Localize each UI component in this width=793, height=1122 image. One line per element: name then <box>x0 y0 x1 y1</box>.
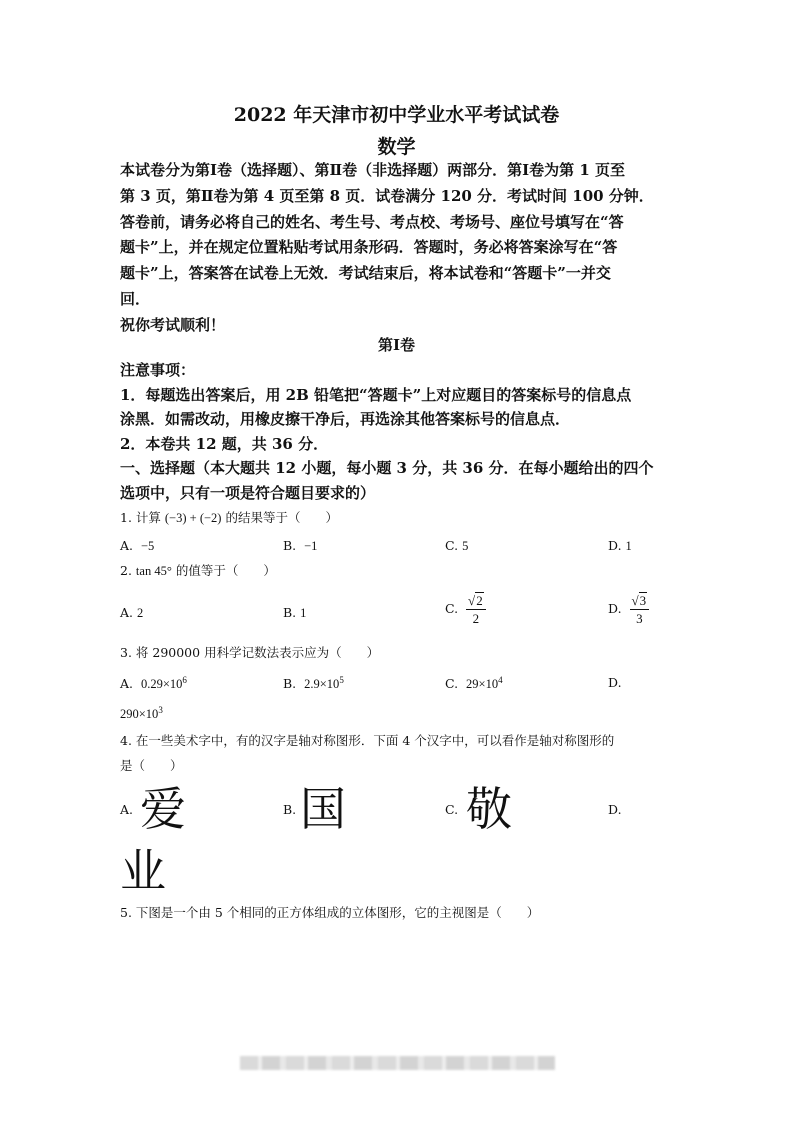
q1-option-c: C. 5 <box>445 538 469 553</box>
q2-option-c: C. $\frac{√2}{2}$ <box>445 592 486 627</box>
instruction-line: 题卡”上，答案答在试卷上无效．考试结束后，将本试卷和“答题卡”一并交 <box>120 264 611 283</box>
question-2-prefix: 2. <box>120 563 132 578</box>
q4-option-a-char: 爱 <box>140 782 186 836</box>
q4-option-d-char: 业 <box>120 844 166 898</box>
q2-option-d: D. $\frac{√3}{3}$ <box>608 592 649 627</box>
question-2-stem <box>120 563 276 579</box>
question-4-stem-cont: 是（ ） <box>120 758 183 773</box>
instruction-line: 第 3 页，第Ⅱ卷为第 4 页至第 8 页．试卷满分 120 分．考试时间 100 分钟． <box>120 186 654 205</box>
q1-option-a: A. −5 <box>120 538 155 553</box>
q4-option-d-label: D. <box>608 802 622 817</box>
q3-option-d-value: $290\times 10^3$ <box>120 705 163 722</box>
exam-title: 2022 年天津市初中学业水平考试试卷 <box>233 104 560 126</box>
blurred-footer-watermark <box>240 1056 555 1070</box>
question-1-expression: (−3) + (−2) <box>164 511 222 525</box>
q3-option-b: B. $2.9\times 10^5$ <box>283 675 344 692</box>
section-one-heading-cont: 选项中，只有一项是符合题目要求的） <box>120 483 376 502</box>
q3-option-d-label: D. <box>608 675 622 690</box>
q4-option-a-label: A. <box>120 802 134 817</box>
q1-option-d: D. 1 <box>608 538 632 553</box>
fraction-sqrt2-over-2: $\frac{√2}{2}$ <box>466 592 486 627</box>
question-1-stem <box>120 510 338 526</box>
instruction-line: 题卡”上，并在规定位置粘贴考试用条形码．答题时，务必将答案涂写在“答 <box>120 238 618 257</box>
q2-option-a: A. 2 <box>120 605 144 620</box>
good-luck-line: 祝你考试顺利！ <box>120 315 226 334</box>
q4-option-b-label: B. <box>283 802 297 817</box>
question-3-stem: 3. 将 290000 用科学记数法表示应为（ ） <box>120 645 380 660</box>
section-one-heading: 一、选择题（本大题共 12 小题，每小题 3 分，共 36 分．在每小题给出的四个 <box>120 459 654 477</box>
instruction-line: 回． <box>120 289 151 308</box>
q2-option-b: B. 1 <box>283 605 307 620</box>
exam-instructions <box>120 158 680 339</box>
q1-option-b: B. −1 <box>283 538 318 553</box>
question-4-stem: 4. 在一些美术字中，有的汉字是轴对称图形．下面 4 个汉字中，可以看作是轴对称图形的 <box>120 733 615 748</box>
q4-option-b-char: 国 <box>300 782 346 836</box>
question-1-suffix: 的结果等于（ ） <box>225 510 338 525</box>
instruction-line: 答卷前，请务必将自己的姓名、考生号、考点校、考场号、座位号填写在“答 <box>120 212 624 231</box>
q4-option-c-char: 敬 <box>466 782 512 836</box>
question-2-suffix: 的值等于（ ） <box>175 563 276 578</box>
exam-subject: 数学 <box>377 136 416 158</box>
fraction-sqrt3-over-3: $\frac{√3}{3}$ <box>630 592 650 627</box>
notes-block <box>120 358 680 505</box>
notes-heading: 注意事项： <box>120 361 196 379</box>
instruction-line: 本试卷分为第Ⅰ卷（选择题）、第Ⅱ卷（非选择题）两部分．第Ⅰ卷为第 1 页至 <box>120 161 626 179</box>
question-5-stem: 5. 下图是一个由 5 个相同的正方体组成的立体图形，它的主视图是（ ） <box>120 905 540 920</box>
q3-option-a: A. $0.29\times 10^6$ <box>120 675 187 692</box>
q4-option-c-label: C. <box>445 802 459 817</box>
question-1-prefix: 1. 计算 <box>120 510 161 525</box>
note-line: 涂黑．如需改动，用橡皮擦干净后，再选涂其他答案标号的信息点． <box>120 410 571 428</box>
note-line: 1．每题选出答案后，用 2B 铅笔把“答题卡”上对应题目的答案标号的信息点 <box>120 385 632 404</box>
note-line: 2．本卷共 12 题，共 36 分． <box>120 434 329 453</box>
q3-option-c: C. $29\times 10^4$ <box>445 675 503 692</box>
question-2-expression: tan 45° <box>135 564 172 578</box>
section-title: 第Ⅰ卷 <box>377 336 416 354</box>
